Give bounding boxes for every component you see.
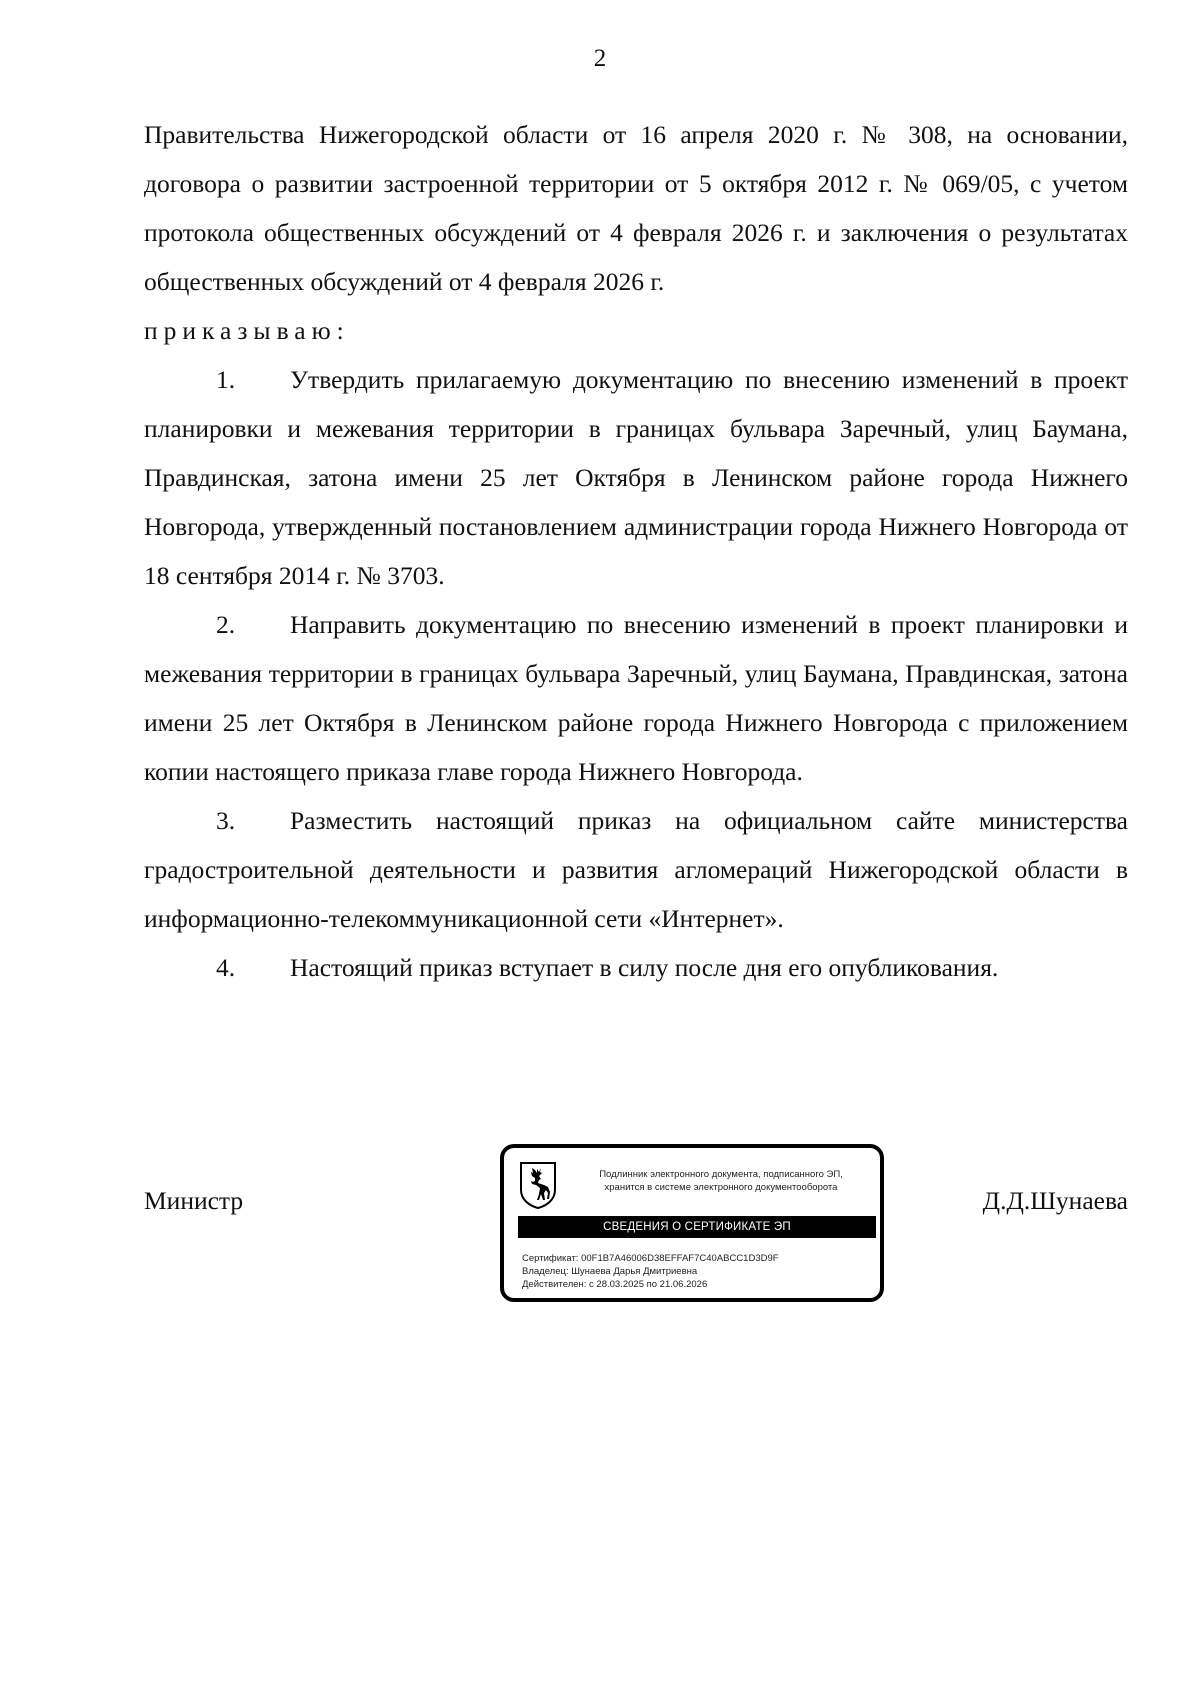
e-signature-stamp bbox=[500, 1144, 884, 1302]
order-item bbox=[144, 600, 1128, 796]
signer-position: Министр bbox=[144, 1186, 244, 1215]
stamp-header bbox=[566, 1168, 876, 1194]
document-body bbox=[144, 110, 1128, 992]
stamp-header-line: хранится в системе электронного документооборота bbox=[604, 1182, 838, 1193]
stamp-certificate: Сертификат: 00F1B7A46006D38EFFAF7C40ABCC1D3D9F bbox=[522, 1253, 779, 1264]
order-item-number: 2. bbox=[216, 610, 236, 639]
order-item-number: 3. bbox=[216, 806, 236, 835]
stamp-header-line: Подлинник электронного документа, подписанного ЭП, bbox=[599, 1169, 843, 1180]
page-number: 2 bbox=[593, 45, 607, 72]
deer-emblem-icon bbox=[518, 1160, 558, 1210]
stamp-owner: Владелец: Шунаева Дарья Дмитриевна bbox=[522, 1266, 698, 1277]
stamp-details bbox=[522, 1252, 876, 1291]
order-item-number: 4. bbox=[216, 953, 236, 982]
order-item bbox=[144, 355, 1128, 600]
order-item-text: Направить документацию по внесению изменений в проект планировки и межевания территории в границах бульвара Заречный, улиц Баумана, Правдинская, затона имени 25 лет Октября в Ленинском районе города Нижнего Новгорода с приложением копии настоящего приказа главе города Нижнего Новгорода. bbox=[144, 610, 1128, 786]
stamp-validity: Действителен: с 28.03.2025 по 21.06.2026 bbox=[522, 1279, 708, 1290]
signer-name: Д.Д.Шунаева bbox=[982, 1186, 1128, 1215]
order-item-text: Настоящий приказ вступает в силу после дня его опубликования. bbox=[290, 953, 999, 982]
order-item bbox=[144, 943, 1128, 992]
order-item-text: Разместить настоящий приказ на официальном сайте министерства градостроительной деятельности и развития агломераций Нижегородской области в информационно-телекоммуникационной сети «Интернет». bbox=[144, 806, 1128, 933]
stamp-title-bar: СВЕДЕНИЯ О СЕРТИФИКАТЕ ЭП bbox=[518, 1216, 876, 1238]
order-item-number: 1. bbox=[216, 365, 236, 394]
lead-paragraph: Правительства Нижегородской области от 16 апреля 2020 г. № 308, на основании, договора о развитии застроенной территории от 5 октября 2012 г. № 069/05, с учетом протокола общественных обсуждений от 4 февраля 2026 г. и заключения о результатах общественных обсуждений от 4 февраля 2026 г. bbox=[144, 120, 1128, 296]
order-item bbox=[144, 796, 1128, 943]
order-item-text: Утвердить прилагаемую документацию по внесению изменений в проект планировки и межевания территории в границах бульвара Заречный, улиц Баумана, Правдинская, затона имени 25 лет Октября в Ленинском районе города Нижнего Новгорода, утвержденный постановлением администрации города Нижнего Новгорода от 18 сентября 2014 г. № 3703. bbox=[144, 365, 1128, 590]
order-word: приказываю: bbox=[144, 316, 350, 345]
